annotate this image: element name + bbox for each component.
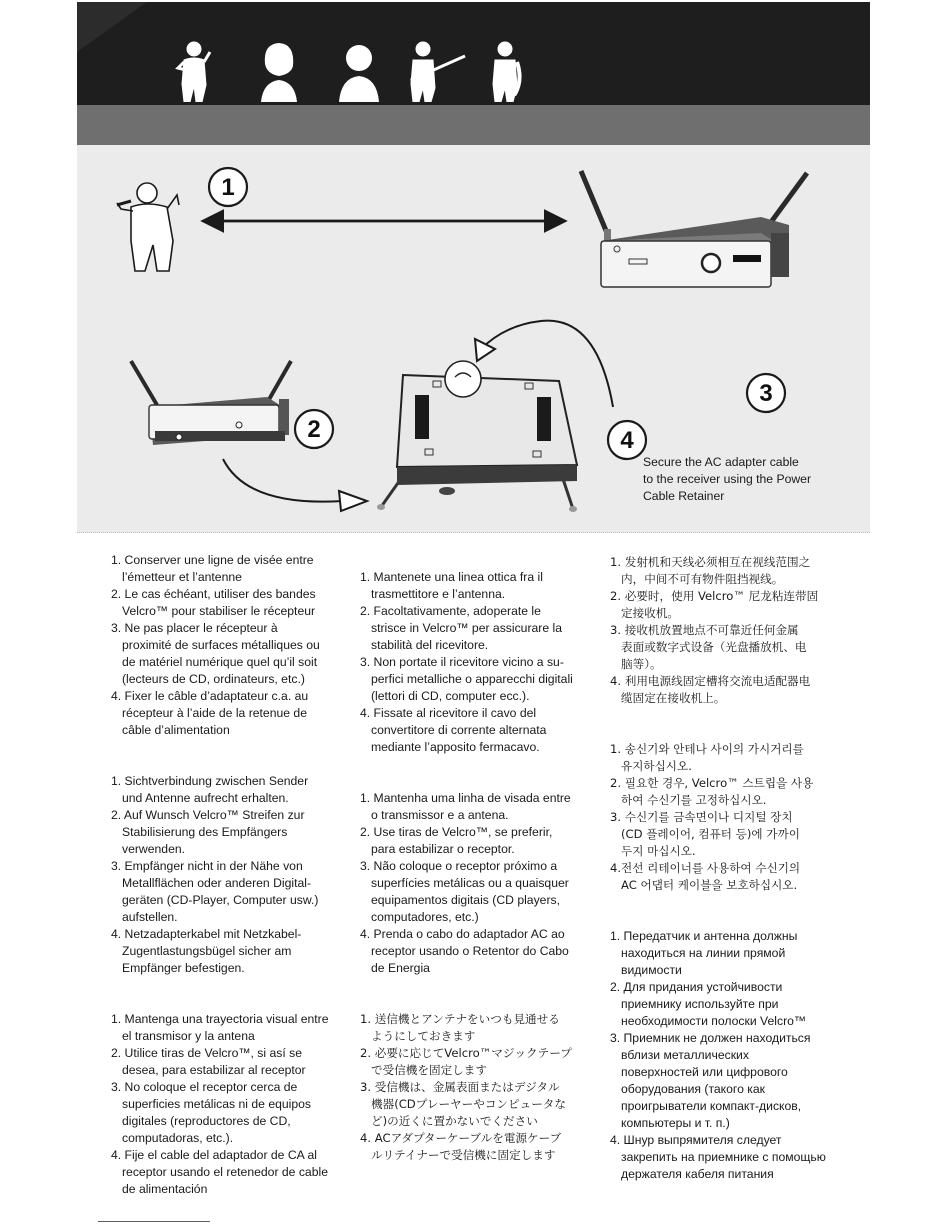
step-line: AC 어댑터 케이블을 보호하십시오. [621, 878, 798, 892]
step-line: Metallflächen oder anderen Digital- [122, 876, 312, 890]
step-line: 1. 送信機とアンテナをいつも見通せる [360, 1012, 560, 1026]
step-item [360, 569, 596, 603]
instructions-ja [360, 1011, 596, 1164]
cable-retainer-note: Secure the AC adapter cable to the receiver using the Power Cable Retainer [643, 455, 812, 503]
step-line: で受信機を固定します [371, 1063, 487, 1077]
step-line: computadores, etc.) [371, 910, 479, 924]
instructions-it [360, 569, 596, 756]
svg-text:1: 1 [221, 174, 235, 201]
receiver-front-view [581, 171, 807, 287]
step-line: convertitore di corrente alternata [371, 723, 547, 737]
step-line: aufstellen. [122, 910, 178, 924]
step-line: o transmissor e a antena. [371, 808, 509, 822]
step-line: 3. 接收机放置地点不可靠近任何金属 [610, 623, 799, 637]
step-line: 脑等）。 [621, 657, 662, 671]
step-item [111, 858, 347, 926]
step-item [610, 809, 850, 860]
step-item [610, 1132, 850, 1183]
step-line: 1. Mantenha uma linha de visada entre [360, 791, 571, 805]
step-line: 3. Приемник не должен находиться [610, 1031, 811, 1045]
instructions-es [111, 1011, 347, 1198]
step-line: para estabilizar o receptor. [371, 842, 515, 856]
step-item [360, 1130, 596, 1164]
step-line: proximité de surfaces métalliques ou [122, 638, 320, 652]
step-item [360, 705, 596, 756]
step-3-badge [747, 374, 785, 412]
step-line: 1. Conserver une ligne de visée entre [111, 553, 314, 567]
step-item [111, 773, 347, 807]
setup-diagram [77, 145, 870, 533]
step-line: Zugentlastungsbügel sicher am [122, 944, 292, 958]
step-line: 1. 发射机和天线必须相互在视线范围之 [610, 555, 811, 569]
step-line: 2. Auf Wunsch Velcro™ Streifen zur [111, 808, 305, 822]
step-item [111, 1079, 347, 1147]
step-item [610, 588, 850, 622]
step-line: компьютеры и т. п.) [621, 1116, 730, 1130]
step-line: 1. 송신기와 안테나 사이의 가시거리를 [610, 742, 804, 756]
step-line: geräten (CD-Player, Computer usw.) [122, 893, 319, 907]
step-line: 4. ACアダプターケーブルを電源ケーブ [360, 1131, 562, 1145]
step-item [360, 824, 596, 858]
svg-text:3: 3 [759, 380, 773, 407]
step-item [360, 654, 596, 705]
step-item [360, 1045, 596, 1079]
step-line: stabilità del ricevitore. [371, 638, 489, 652]
step-item [111, 1147, 347, 1198]
step-line: 4. Шнур выпрямителя следует [610, 1133, 782, 1147]
step-line: 유지하십시오. [621, 759, 692, 773]
step-line: необходимости полоски Velcro™ [621, 1014, 807, 1028]
step-item [360, 1079, 596, 1130]
step-item [111, 688, 347, 739]
step-line: 3. Não coloque o receptor próximo a [360, 859, 558, 873]
step-1-badge [209, 168, 247, 206]
step-line: видимости [621, 963, 682, 977]
step-line: 2. 필요한 경우, Velcro™ 스트립을 사용 [610, 776, 814, 790]
step-line: 3. 受信機は、金属表面またはデジタル [360, 1080, 560, 1094]
step-line: 하여 수신기를 고정하십시오. [621, 793, 767, 807]
step-line: 4. Fixer le câble d’adaptateur c.a. au [111, 689, 309, 703]
vocalist-icon [172, 40, 222, 102]
svg-text:4: 4 [620, 427, 634, 454]
step-item [111, 807, 347, 858]
receiver-bottom-view [377, 361, 577, 512]
step-line: 4. Prenda o cabo do adaptador AC ao [360, 927, 565, 941]
step-line: superficies metálicas ni de equipos [122, 1097, 312, 1111]
step-line: 3. No coloque el receptor cerca de [111, 1080, 298, 1094]
step-line: mediante l’apposito fermacavo. [371, 740, 540, 754]
step-item [610, 775, 850, 809]
step-line: оборудования (такого как [621, 1082, 765, 1096]
saxophonist-icon [487, 40, 531, 102]
step-item [111, 552, 347, 586]
step-line: Stabilisierung des Empfängers [122, 825, 288, 839]
step-line: l’émetteur et l’antenne [122, 570, 242, 584]
step-line: 2. Для придания устойчивости [610, 980, 783, 994]
step-line: приемнику используйте при [621, 997, 779, 1011]
instructions-right-column [610, 554, 850, 1200]
instructions-ru [610, 928, 850, 1183]
step-item [610, 622, 850, 673]
svg-text:2: 2 [307, 416, 321, 443]
step-line: superfícies metálicas ou a quaisquer [371, 876, 569, 890]
step-line: 2. Le cas échéant, utiliser des bandes [111, 587, 316, 601]
step-line: ルリテイナーで受信機に固定します [371, 1148, 556, 1162]
step-line: 表面或数字式设备（光盘播放机、电 [621, 640, 807, 654]
instructions-zh [610, 554, 850, 707]
instructions-fr [111, 552, 347, 739]
step-line: Velcro™ pour stabiliser le récepteur [122, 604, 316, 618]
step-line: 2. Utilice tiras de Velcro™, si así se [111, 1046, 303, 1060]
step-line: (lettori di CD, computer ecc.). [371, 689, 530, 703]
step-line: de Energia [371, 961, 430, 975]
step-item [610, 554, 850, 588]
step-line: проигрыватели компакт-дисков, [621, 1099, 802, 1113]
step-item [360, 790, 596, 824]
step-line: 2. Use tiras de Velcro™, se preferir, [360, 825, 553, 839]
guitarist-icon [405, 40, 467, 102]
step-item [111, 620, 347, 688]
step-item [610, 1030, 850, 1132]
step-line: 4. Netzadapterkabel mit Netzkabel- [111, 927, 302, 941]
step-line: de alimentación [122, 1182, 208, 1196]
step-line: 缆固定在接收机上。 [621, 691, 726, 705]
step-list [360, 1011, 596, 1164]
step-line: 2. Facoltativamente, adoperate le [360, 604, 541, 618]
step-line: 3. Non portate il ricevitore vicino a su- [360, 655, 564, 669]
step-line: 두지 마십시오. [621, 844, 696, 858]
step-item [111, 926, 347, 977]
title-band [77, 105, 870, 145]
step-list [610, 741, 850, 894]
instructions-ko [610, 741, 850, 894]
step-line: Empfänger befestigen. [122, 961, 245, 975]
step-item [360, 858, 596, 926]
step-line: equipamentos digitais (CD players, [371, 893, 560, 907]
step-line: ど)の近くに置かないでください [371, 1114, 538, 1128]
step-line: receptor usando o Retentor do Cabo [371, 944, 569, 958]
step-list [610, 928, 850, 1183]
step-line: computadoras, etc.). [122, 1131, 234, 1145]
step-list [111, 552, 347, 739]
step-line: de matériel numérique quel qu’il soit [122, 655, 318, 669]
step-item [111, 1011, 347, 1045]
step-line: 1. Передатчик и антенна должны [610, 929, 798, 943]
step-line: 2. 必要に応じてVelcro™マジックテープ [360, 1046, 572, 1060]
step-line: receptor usando el retenedor de cable [122, 1165, 328, 1179]
step-line: держателя кабеля питания [621, 1167, 774, 1181]
instructions-middle-column [360, 569, 596, 1181]
step-item [360, 1011, 596, 1045]
step-line: 機器(CDプレーヤーやコンピュータな [371, 1097, 566, 1111]
step-item [610, 928, 850, 979]
step-line: 1. Sichtverbindung zwischen Sender [111, 774, 309, 788]
step-line: câble d’alimentation [122, 723, 230, 737]
step-line: 定接收机。 [621, 606, 679, 620]
step-line: 3. Ne pas placer le récepteur à [111, 621, 278, 635]
step-list [111, 1011, 347, 1198]
step-line: 3. Empfänger nicht in der Nähe von [111, 859, 303, 873]
performer-icon [117, 183, 179, 271]
headworn-mic-icon [257, 40, 301, 102]
instructions-left-column [111, 552, 347, 1215]
step-line: desea, para estabilizar al receptor [122, 1063, 306, 1077]
step-line: находиться на линии прямой [621, 946, 786, 960]
step-line: (CD 플레이어, 컴퓨터 등)에 가까이 [621, 827, 800, 841]
step-item [111, 1045, 347, 1079]
step-line: 2. 必要时，使用 Velcro™ 尼龙粘连带固 [610, 589, 819, 603]
step-item [610, 741, 850, 775]
instructions-pt [360, 790, 596, 977]
step-item [610, 860, 850, 894]
step-line: ようにしておきます [371, 1029, 476, 1043]
step-line: 内，中间不可有物件阻挡视线。 [621, 572, 784, 586]
step-line: закрепить на приемнике с помощью [621, 1150, 826, 1164]
step-line: вблизи металлических [621, 1048, 749, 1062]
step-line: 4. Fissate al ricevitore il cavo del [360, 706, 537, 720]
header-band [77, 2, 870, 105]
step-item [610, 673, 850, 707]
step-4-badge [608, 421, 646, 459]
footer-link-underline [98, 1221, 210, 1222]
receiver-small-view [131, 361, 291, 445]
step-line: digitales (reproductores de CD, [122, 1114, 291, 1128]
step-line: 4.전선 리테이너를 사용하여 수신기의 [610, 861, 801, 875]
step-line: trasmettitore e l’antenna. [371, 587, 506, 601]
step-item [111, 586, 347, 620]
step-list [610, 554, 850, 707]
step-list [360, 569, 596, 756]
step-item [360, 926, 596, 977]
step-line: verwenden. [122, 842, 186, 856]
step-line: (lecteurs de CD, ordinateurs, etc.) [122, 672, 305, 686]
instructions-de [111, 773, 347, 977]
step-list [111, 773, 347, 977]
step-line: 3. 수신기를 금속면이나 디지털 장치 [610, 810, 793, 824]
step-line: 1. Mantenga una trayectoria visual entre [111, 1012, 329, 1026]
step-list [360, 790, 596, 977]
step-line: récepteur à l’aide de la retenue de [122, 706, 307, 720]
presenter-icon [337, 40, 381, 102]
step-2-badge [295, 410, 333, 448]
step-line: perfici metalliche o apparecchi digitali [371, 672, 573, 686]
step-line: strisce in Velcro™ per assicurare la [371, 621, 563, 635]
step-line: und Antenne aufrecht erhalten. [122, 791, 289, 805]
step-line: 1. Mantenete una linea ottica fra il [360, 570, 543, 584]
step-line: el transmisor y la antena [122, 1029, 255, 1043]
step-line: 4. Fije el cable del adaptador de CA al [111, 1148, 317, 1162]
rotate-arrow [223, 459, 343, 502]
step-line: поверхностей или цифрового [621, 1065, 788, 1079]
step-item [360, 603, 596, 654]
manual-page [77, 2, 870, 1227]
step-item [610, 979, 850, 1030]
step-line: 4. 利用电源线固定槽将交流电适配器电 [610, 674, 811, 688]
